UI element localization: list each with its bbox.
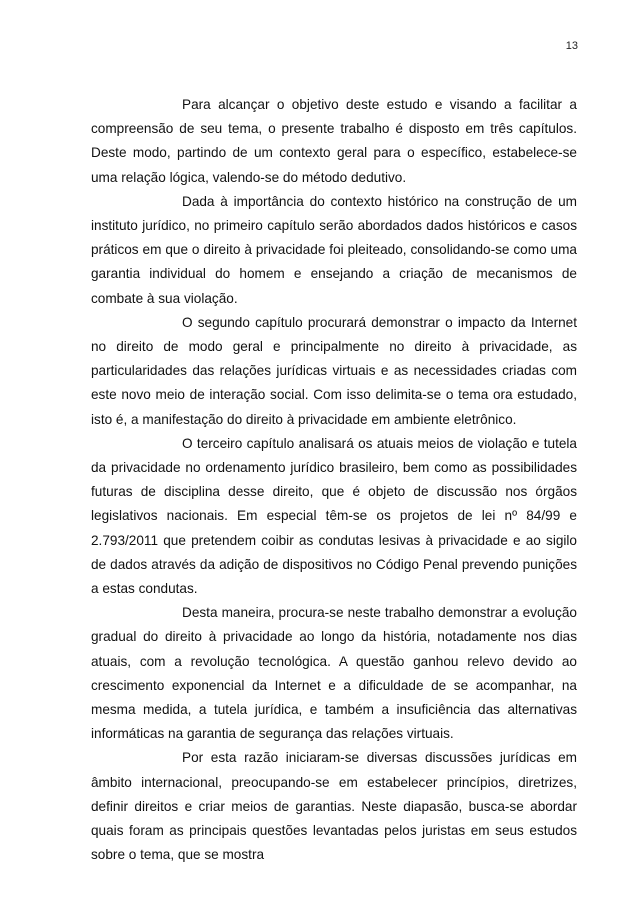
paragraph-objective: Para alcançar o objetivo deste estudo e visando a facilitar a compreensão de seu tema, o presente trabalho é disposto em três capítulos. Deste modo, partindo de um contexto geral para o específico, estabelece-se uma relação lógica, valendo-se do método dedutivo. [91, 97, 577, 185]
paragraph-chapter-one: Dada à importância do contexto histórico na construção de um instituto jurídico, no primeiro capítulo serão abordados dados históricos e casos práticos em que o direito à privacidade foi pleiteado, consolidando-se como uma garantia individual do homem e ensejando a criação de mecanismos de combate à sua violação. [91, 193, 577, 306]
paragraph-international-discussions: Por esta razão iniciaram-se diversas discussões jurídicas em âmbito internacional, preocupando-se em estabelecer princípios, diretrizes, definir direitos e criar meios de garantias. Neste diapasão, busca-se abordar quais foram as principais questões levantadas pelos juristas em seus estudos sobre o tema, que se mostra [91, 750, 577, 863]
paragraph-chapter-three: O terceiro capítulo analisará os atuais meios de violação e tutela da privacidade no ordenamento jurídico brasileiro, bem como as possibilidades futuras de disciplina desse direito, que é objeto de discussão nos órgãos legislativos nacionais. Em especial têm-se os projetos de lei nº 84/99 e 2.793/2011 que pretendem coibir as condutas lesivas à privacidade e ao sigilo de dados através da adição de dispositivos no Código Penal prevendo punições a estas condutas. [91, 435, 577, 597]
paragraph-chapter-two: O segundo capítulo procurará demonstrar o impacto da Internet no direito de modo geral e principalmente no direito à privacidade, as particularidades das relações jurídicas virtuais e as necessidades criadas com este novo meio de interação social. Com isso delimita-se o tema ora estudado, isto é, a manifestação do direito à privacidade em ambiente eletrônico. [91, 314, 577, 427]
paragraph-evolution: Desta maneira, procura-se neste trabalho demonstrar a evolução gradual do direito à privacidade ao longo da história, notadamente nos dias atuais, com a revolução tecnológica. A questão ganhou relevo devido ao crescimento exponencial da Internet e a dificuldade de se acompanhar, na mesma medida, a tutela jurídica, e também a insuficiência das alternativas informáticas na garantia de segurança das relações virtuais. [91, 605, 577, 742]
body-text [91, 93, 577, 868]
page-number: 13 [565, 40, 578, 52]
